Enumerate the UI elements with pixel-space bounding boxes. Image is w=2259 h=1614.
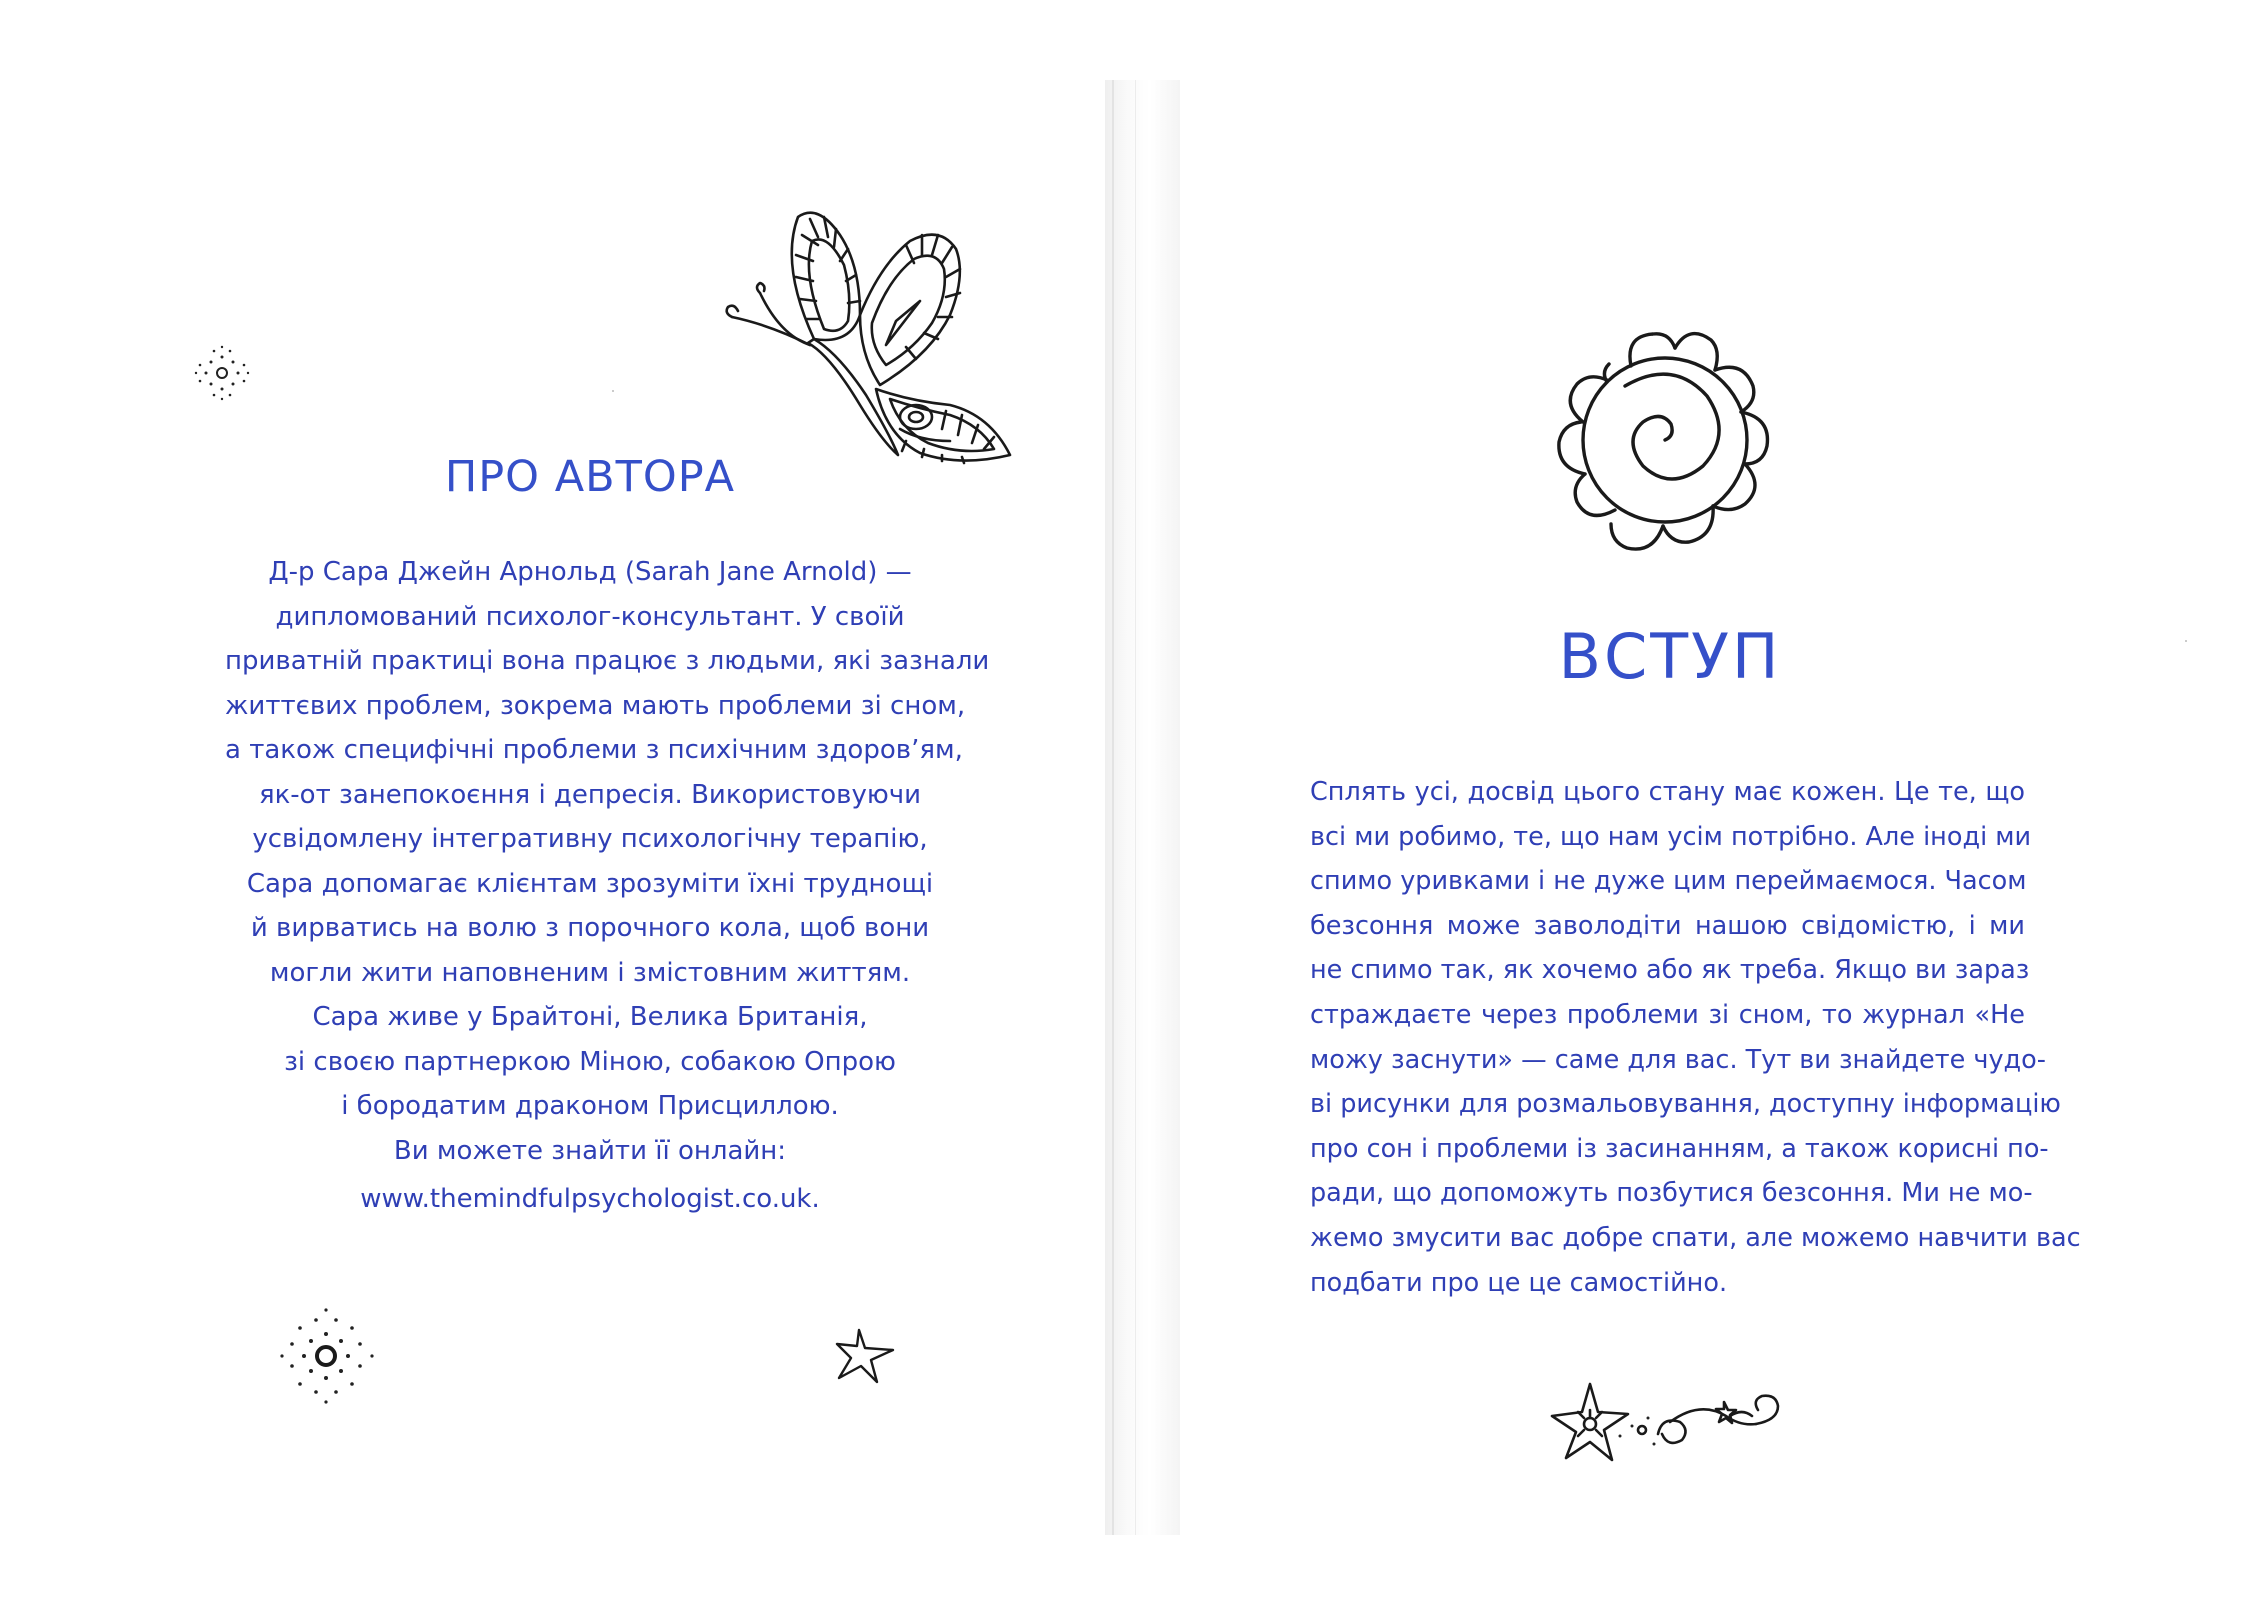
intro-line: страждаєте через проблеми зі сном, то журнал «Не	[1310, 999, 2025, 1030]
bio-line: усвідомлену інтегративну психологічну терапію,	[252, 824, 928, 854]
website-link[interactable]: www.themindfulpsychologist.co.uk.	[360, 1184, 820, 1214]
bio-line: Ви можете знайти її онлайн:	[393, 1135, 787, 1166]
page-title: ПРО АВТОРА	[444, 452, 736, 502]
intro-line: подбати про це це самостійно.	[1310, 1267, 1728, 1298]
bio-line: і бородатим драконом Присциллою.	[341, 1091, 839, 1121]
intro-text	[1310, 770, 2081, 1305]
butterfly-icon	[710, 205, 1030, 485]
intro-line: не спимо так, як хочемо або як треба. Якщо ви зараз	[1310, 955, 2030, 986]
bio-line: зі своєю партнеркою Міною, собакою Опрою	[284, 1046, 896, 1077]
bio-line: життєвих проблем, зокрема мають проблеми зі сном,	[225, 690, 966, 721]
spiral-flower-icon	[1535, 310, 1795, 570]
intro-line: спимо уривками і не дуже цим переймаємося. Часом	[1310, 866, 2027, 897]
intro-line: всі ми робимо, те, що нам усім потрібно. Але іноді ми	[1310, 821, 2032, 852]
author-bio	[225, 550, 990, 1222]
section-title: ВСТУП	[1558, 620, 1782, 693]
intro-line: ради, що допоможуть позбутися безсоння. Ми не мо-	[1310, 1178, 2033, 1209]
intro-line: ві рисунки для розмальовування, доступну інформацію	[1310, 1089, 2061, 1120]
star-icon	[835, 1328, 897, 1384]
bio-line: Сара живе у Брайтоні, Велика Британія,	[312, 1002, 868, 1032]
bio-line: а також специфічні проблеми з психічним здоров’ям,	[225, 735, 963, 765]
intro-line: про сон і проблеми із засинанням, а також корисні по-	[1310, 1133, 2049, 1164]
bio-line: дипломований психолог-консультант. У своїй	[275, 601, 905, 632]
bio-line: Сара допомагає клієнтам зрозуміти їхні труднощі	[246, 868, 934, 899]
bio-line: Д-р Сара Джейн Арнольд (Sarah Jane Arnold) —	[268, 557, 912, 587]
paper-speck	[612, 390, 614, 392]
bio-line: приватній практиці вона працює з людьми, які зазнали	[225, 646, 990, 676]
bio-line: як-от занепокоєння і депресія. Використовуючи	[258, 779, 922, 810]
intro-line: Сплять усі, досвід цього стану має кожен. Це те, що	[1310, 777, 2025, 807]
shooting-star-icon	[1550, 1378, 1790, 1478]
paper-speck	[2185, 640, 2187, 642]
intro-line: можу заснути» — саме для вас. Тут ви знайдете чудо-	[1310, 1044, 2046, 1075]
bio-line: й вирватись на волю з порочного кола, щоб вони	[250, 913, 930, 943]
bio-line: могли жити наповненим і змістовним життям.	[269, 957, 911, 988]
intro-line: безсоння може заволодіти нашою свідомістю, і ми	[1310, 910, 2025, 941]
dotted-circle-icon	[192, 343, 252, 403]
intro-line: жемо змусити вас добре спати, але можемо навчити вас	[1310, 1222, 2081, 1253]
dotted-circle-icon	[278, 1306, 378, 1406]
